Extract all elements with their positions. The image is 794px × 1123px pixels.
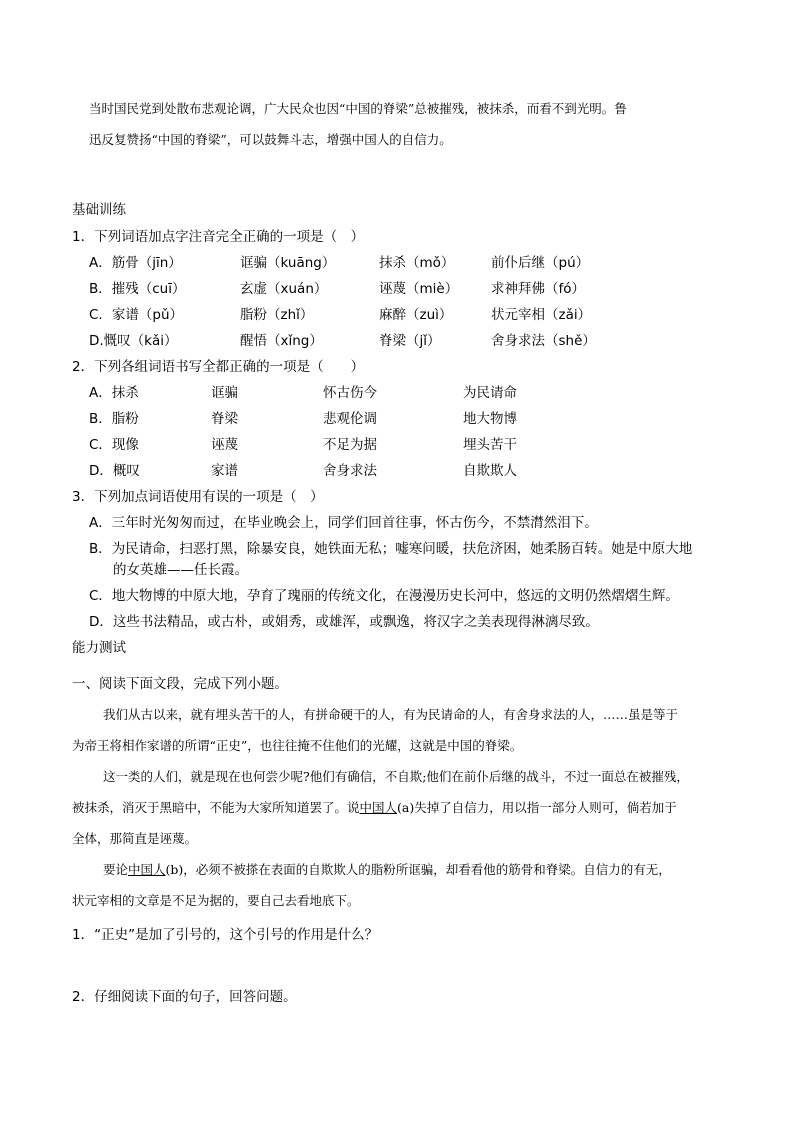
q1-option-b-4: 求神拜佛（fó） <box>491 281 586 297</box>
reading-p2-line-2 <box>72 799 677 817</box>
q1-option-c-1: C．家谱（pǔ） <box>89 307 184 323</box>
q1-option-c-2: 脂粉（zhǐ） <box>240 307 314 323</box>
q1-option-b-3: 诬蔑（miè） <box>379 281 459 297</box>
q1-option-d-1: D.慨叹（kǎi） <box>89 333 178 349</box>
q2-option-a-2: 诓骗 <box>211 385 238 401</box>
q2-option-c-4: 埋头苦干 <box>463 437 517 453</box>
q1-option-a-3: 抹杀（mǒ） <box>379 255 455 271</box>
q2-option-b-2: 脊梁 <box>211 411 238 427</box>
q1-option-d-4: 舍身求法（shě） <box>491 333 596 349</box>
underlined-term-a: 中国人 <box>359 800 398 815</box>
q1-option-c-4: 状元宰相（zǎi） <box>491 307 592 323</box>
q2-option-d-4: 自欺欺人 <box>463 463 517 479</box>
q2-option-b-4: 地大物博 <box>463 411 517 427</box>
q1-option-a-2: 诓骗（kuāng） <box>240 255 336 271</box>
q1-option-c-3: 麻醉（zuì） <box>379 307 453 323</box>
q3-option-b-line-2: 的女英雄——任长霞。 <box>113 562 248 578</box>
reading-p2-text-post: (a)失掉了自信力，用以指一部分人则可，倘若加于 <box>397 800 677 815</box>
underlined-term-b: 中国人 <box>128 862 166 877</box>
q2-option-d-3: 舍身求法 <box>323 463 377 479</box>
q1-option-b-2: 玄虚（xuán） <box>240 281 328 297</box>
q3-option-d: D．这些书法精品，或古朴，或娟秀，或雄浑，或飘逸，将汉字之美表现得淋漓尽致。 <box>89 614 599 630</box>
q1-option-d-3: 脊梁（jǐ） <box>379 333 441 349</box>
q2-option-c-1: C．现像 <box>89 437 139 453</box>
reading-p3-line-1 <box>103 861 671 879</box>
q2-option-a-3: 怀古伤今 <box>323 385 377 401</box>
reading-title: 一、阅读下面文段，完成下列小题。 <box>72 676 288 692</box>
q1-option-d-2: 醒悟（xǐng） <box>240 333 323 349</box>
question-1-stem: 1．下列词语加点字注音完全正确的一项是（ ） <box>72 229 365 245</box>
q2-option-d-1: D．概叹 <box>89 463 140 479</box>
reading-p1-line-1: 我们从古以来，就有埋头苦干的人，有拼命硬干的人，有为民请命的人，有舍身求法的人，……虽是等于 <box>103 707 679 722</box>
q3-option-c: C．地大物博的中原大地，孕育了瑰丽的传统文化，在漫漫历史长河中，悠远的文明仍然熠熠生辉。 <box>89 588 679 604</box>
reading-p2-line-3: 全体，那简直是诬蔑。 <box>72 831 198 846</box>
q3-option-b-line-1: B．为民请命，扫恶打黑，除暴安良，她铁面无私；嘘寒问暖，扶危济困，她柔肠百转。她是中原大地 <box>89 541 693 557</box>
reading-question-2: 2．仔细阅读下面的句子，回答问题。 <box>72 989 297 1005</box>
question-3-stem: 3．下列加点词语使用有误的一项是（ ） <box>72 489 324 505</box>
q2-option-a-1: A．抹杀 <box>89 385 139 401</box>
q2-option-c-2: 诬蔑 <box>211 437 238 453</box>
section-heading-basic: 基础训练 <box>72 202 126 218</box>
q2-option-b-3: 悲观伦调 <box>323 411 377 427</box>
q3-option-a: A．三年时光匆匆而过，在毕业晚会上，同学们回首往事，怀古伤今，不禁潸然泪下。 <box>89 515 598 531</box>
q2-option-c-3: 不足为据 <box>323 437 377 453</box>
q2-option-a-4: 为民请命 <box>463 385 517 401</box>
reading-question-1: 1．“正史”是加了引号的，这个引号的作用是什么？ <box>72 927 379 943</box>
reading-p1-line-2: 为帝王将相作家谱的所谓“正史”，也往往掩不住他们的光耀，这就是中国的脊梁。 <box>72 738 523 753</box>
reading-p2-line-1: 这一类的人们，就是现在也何尝少呢?他们有确信，不自欺;他们在前仆后继的战斗，不过一面总在被摧残， <box>103 769 689 784</box>
intro-line-2: 迅反复赞扬“中国的脊梁”，可以鼓舞斗志，增强中国人的自信力。 <box>89 132 452 147</box>
reading-p2-text-pre: 被抹杀，消灭于黑暗中，不能为大家所知道罢了。说 <box>72 800 360 815</box>
q1-option-b-1: B．摧残（cuī） <box>89 281 186 297</box>
intro-line-1: 当时国民党到处散布悲观论调，广大民众也因“中国的脊梁”总被摧残，被抹杀，而看不到光明。鲁 <box>89 101 627 116</box>
reading-p3-line-2: 状元宰相的文章是不足为据的，要自己去看地底下。 <box>72 893 360 908</box>
question-2-stem: 2．下列各组词语书写全都正确的一项是（ ） <box>72 359 365 375</box>
reading-p3-text-pre: 要论 <box>103 862 129 877</box>
q2-option-d-2: 家谱 <box>211 463 238 479</box>
reading-p3-text-post: (b)，必须不被搽在表面的自欺欺人的脂粉所诓骗，却看看他的筋骨和脊梁。自信力的有无， <box>165 862 671 877</box>
q1-option-a-1: A．筋骨（jīn） <box>89 255 182 271</box>
q1-option-a-4: 前仆后继（pú） <box>491 255 590 271</box>
q2-option-b-1: B．脂粉 <box>89 411 139 427</box>
section-heading-ability: 能力测试 <box>72 640 126 656</box>
